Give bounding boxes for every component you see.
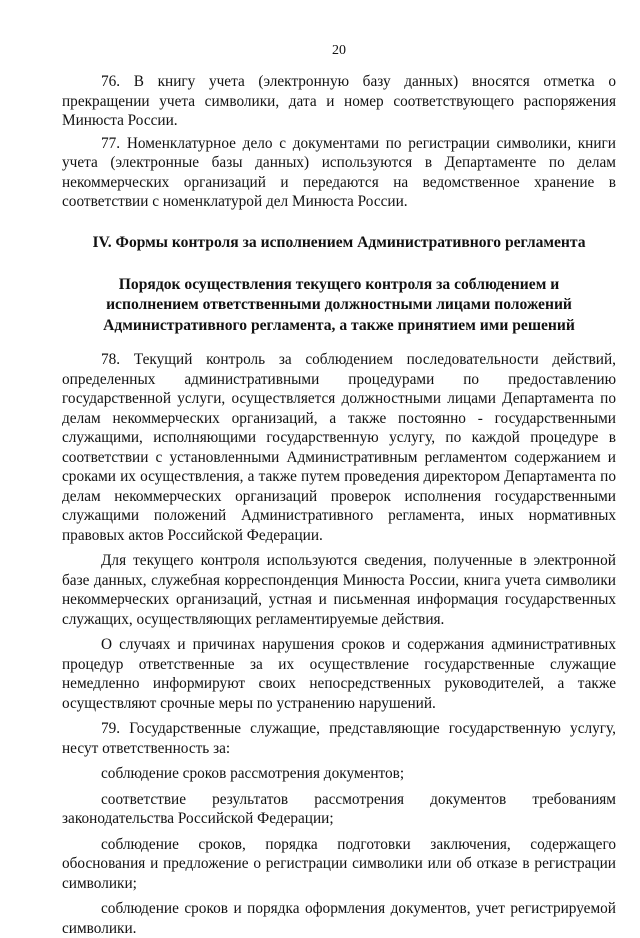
paragraph-79: 79. Государственные служащие, представляющие государственную услугу, несут ответственность за: bbox=[62, 720, 616, 757]
paragraph-76: 76. В книгу учета (электронную базу данных) вносятся отметка о прекращении учета символики, дата и номер соответствующего распоряжения Минюста России. bbox=[62, 73, 616, 129]
section-heading: IV. Формы контроля за исполнением Административного регламента bbox=[92, 233, 586, 251]
responsibility-item-conclusion: соблюдение сроков, порядка подготовки заключения, содержащего обоснования и предложение о регистрации символики или об отказе в регистрации символики; bbox=[62, 835, 616, 892]
paragraph-78: 78. Текущий контроль за соблюдением последовательности действий, определенных административными процедурами по предоставлению государственной услуги, осуществляется должностными лицами Департамента по делам некоммерческих организаций, а также постоянно - государственными служащими, исполняющими государственную услугу, по каждой процедуре в соответствии с установленными Административным регламентом содержанием и сроками их осуществления, а также путем проведения директором Департамента по делам некоммерческих организаций проверок исполнения государственными служащими положений Административного регламента, иных нормативных правовых актов Российской Федерации. bbox=[62, 351, 616, 544]
responsibility-item-compliance: соответствие результатов рассмотрения документов требованиям законодательства Российской Федерации; bbox=[62, 790, 616, 827]
paragraph-violations: О случаях и причинах нарушения сроков и содержания административных процедур ответственные за их осуществление государственные служащие немедленно информируют своих непосредственных руководителей, а также осуществляют срочные меры по устранению нарушений. bbox=[62, 636, 616, 712]
responsibility-item-registration: соблюдение сроков и порядка оформления документов, учет регистрируемой символики. bbox=[62, 900, 616, 937]
subsection-heading-line-3: Административного регламента, а также принятием ими решений bbox=[103, 316, 575, 334]
page-number: 20 bbox=[332, 43, 346, 58]
subsection-heading-line-1: Порядок осуществления текущего контроля за соблюдением и bbox=[118, 275, 560, 293]
responsibility-item-deadlines: соблюдение сроков рассмотрения документов; bbox=[101, 765, 405, 782]
subsection-heading bbox=[62, 275, 616, 337]
subsection-heading-line-2: исполнением ответственными должностными лицами положений bbox=[106, 296, 572, 313]
paragraph-current-control-sources: Для текущего контроля используются сведения, полученные в электронной базе данных, служебная корреспонденция Минюста России, книга учета символики некоммерческих организаций, устная и письменная информация государственных служащих, осуществляющих регламентируемые действия. bbox=[62, 552, 616, 628]
paragraph-77: 77. Номенклатурное дело с документами по регистрации символики, книги учета (электронные базы данных) используются в Департаменте по делам некоммерческих организаций и передаются на ведомственное хранение в соответствии с номенклатурой дел Минюста России. bbox=[62, 134, 616, 210]
